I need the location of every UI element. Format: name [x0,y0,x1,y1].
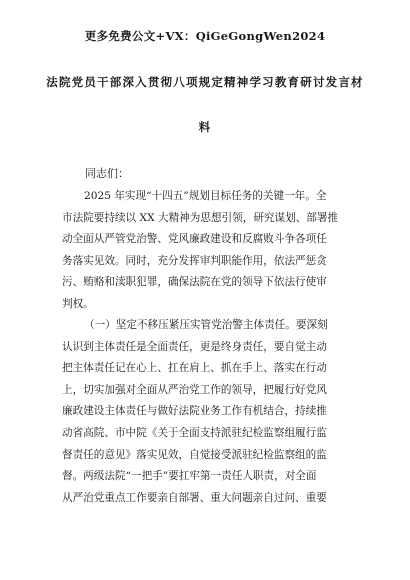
paragraph-line: 把主体责任记在心上、扛在肩上、抓在手上、落实在行动 [62,362,327,375]
page-header: 更多免费公文+VX：QiGeGongWen2024 [84,29,326,43]
paragraph-line: 污、贿赂和渎职犯罪，确保法院在党的领导下依法行使审 [62,276,327,289]
paragraph-line: 动省高院、市中院《关于全面支持派驻纪检监察组履行监 [62,426,327,439]
document-title-line-2: 料 [198,120,212,134]
paragraph-line: 上，切实加强对全面从严治党工作的领导，把履行好党风 [62,383,327,396]
paragraph-line: （一）坚定不移压紧压实管党治警主体责任。要深刻 [84,319,328,331]
paragraph-line: 动全面从严管党治警、党风廉政建设和反腐败斗争各项任 [62,233,327,246]
paragraph-line: 判权。 [62,297,94,310]
paragraph-line: 市法院要持续以 XX 大精神为思想引领，研究谋划、部署推 [62,211,339,224]
greeting: 同志们： [85,167,129,180]
document-title-line-1: 法院党员干部深入贯彻八项规定精神学习教育研讨发言材 [46,75,364,89]
paragraph-2 [62,315,362,509]
paragraph-line: 从严治党重点工作要亲自部署、重大问题亲自过问、重要 [62,491,327,504]
paragraph-line: 督责任的意见》落实见效，自觉接受派驻纪检监察组的监 [62,448,327,461]
paragraph-line: 务落实见效。同时，充分发挥审判职能作用，依法严惩贪 [62,254,327,267]
paragraph-line: 2025 年实现“十四五”规划目标任务的关键一年。全 [84,190,327,202]
paragraph-1 [62,186,362,316]
paragraph-line: 认识到主体责任是全面责任，更是终身责任，要自觉主动 [62,340,327,353]
paragraph-line: 督。两级法院“一把手”要扛牢第一责任人职责，对全面 [62,470,317,483]
paragraph-line: 廉政建设主体责任与做好法院业务工作有机结合，持续推 [62,405,327,418]
